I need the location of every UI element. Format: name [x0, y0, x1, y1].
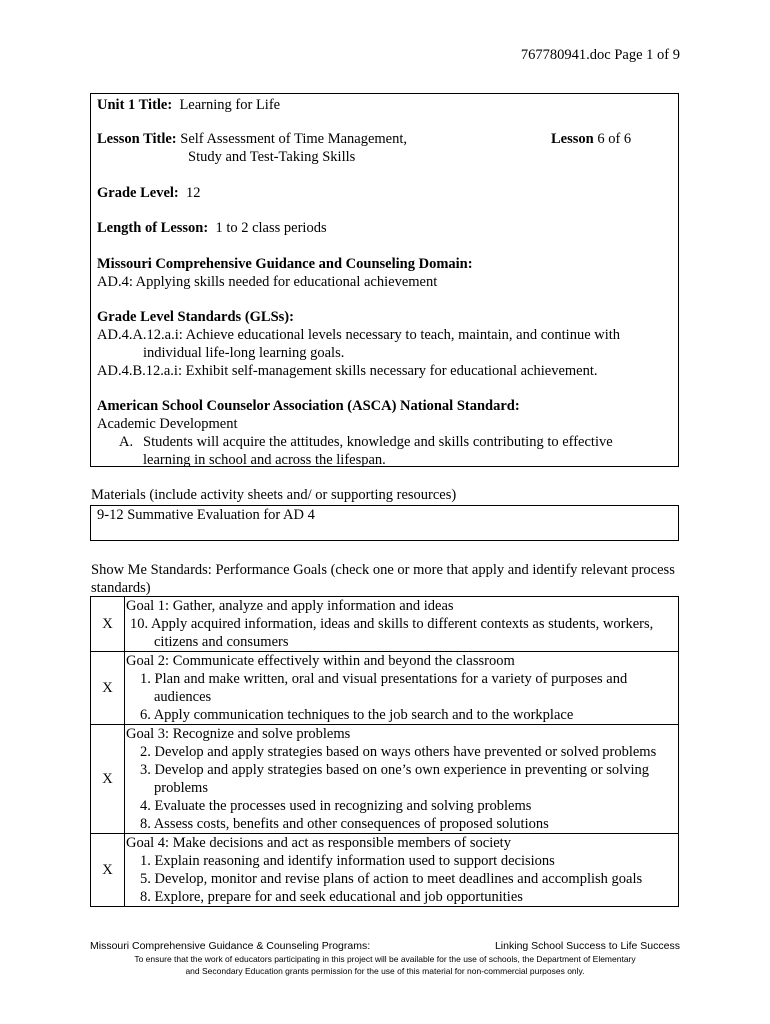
unit-title-label: Unit 1 Title:: [97, 97, 173, 113]
asca-item-a: Students will acquire the attitudes, knowledge and skills contributing to effective: [143, 434, 613, 450]
goal-3-item-3: 4. Evaluate the processes used in recognizing and solving problems: [140, 798, 532, 814]
goal-3-content: [125, 725, 679, 834]
document-id: 767780941.doc Page 1 of 9: [520, 47, 680, 63]
lesson-title-value-1: Self Assessment of Time Management,: [180, 131, 408, 147]
domain-label: Missouri Comprehensive Guidance and Counseling Domain:: [97, 256, 473, 272]
length-label: Length of Lesson:: [97, 220, 209, 236]
length-value: 1 to 2 class periods: [215, 220, 327, 236]
goal-1-check: X: [91, 597, 125, 652]
goal-3-item-2: 3. Develop and apply strategies based on one’s own experience in preventing or solving problems: [140, 762, 649, 796]
gle-label: Grade Level Standards (GLSs):: [97, 309, 294, 325]
unit-title-value: Learning for Life: [179, 97, 281, 113]
asca-item-b: learning in school and across the lifespan.: [143, 452, 386, 468]
goal-row-4: [91, 834, 679, 907]
goal-3-title: Goal 3: Recognize and solve problems: [126, 726, 351, 742]
show-me-intro: Show Me Standards: Performance Goals (check one or more that apply and identify relevant process standards): [91, 562, 675, 596]
show-me-goals-table: [90, 596, 679, 907]
footer-permission-note: [90, 953, 680, 977]
goal-3-check: X: [91, 725, 125, 834]
asca-item-letter: A.: [119, 434, 134, 450]
footer-tagline: Linking School Success to Life Success: [494, 940, 680, 952]
materials-value: 9-12 Summative Evaluation for AD 4: [97, 507, 315, 523]
goal-row-1: [91, 597, 679, 652]
lesson-number-row: [551, 130, 631, 148]
footer-note-line-1: To ensure that the work of educators participating in this project will be available for the use of schools, the Department of Elementary: [134, 954, 636, 964]
asca-area: Academic Development: [97, 416, 238, 432]
goal-row-2: [91, 652, 679, 725]
goal-4-item-2: 5. Develop, monitor and revise plans of action to meet deadlines and accomplish goals: [140, 871, 643, 887]
goal-1-content: [125, 597, 679, 652]
materials-box: [90, 505, 679, 541]
footer-program-name: Missouri Comprehensive Guidance & Counseling Programs:: [90, 940, 371, 952]
goal-1-title: Goal 1: Gather, analyze and apply information and ideas: [126, 598, 454, 614]
goal-3-item-1: 2. Develop and apply strategies based on ways others have prevented or solved problems: [140, 744, 657, 760]
domain-value: AD.4: Applying skills needed for educational achievement: [97, 274, 438, 290]
goal-2-item-1: 1. Plan and make written, oral and visual presentations for a variety of purposes and audiences: [140, 671, 628, 705]
lesson-number-label: Lesson: [551, 131, 594, 147]
length-row: [97, 219, 327, 237]
goal-2-title: Goal 2: Communicate effectively within and beyond the classroom: [126, 653, 515, 669]
goal-3-item-4: 8. Assess costs, benefits and other consequences of proposed solutions: [140, 816, 549, 832]
lesson-title-label: Lesson Title:: [97, 131, 177, 147]
materials-label: Materials (include activity sheets and/ or supporting resources): [91, 487, 457, 503]
gle-item-2: AD.4.B.12.a.i: Exhibit self-management skills necessary for educational achievement.: [97, 363, 598, 379]
goal-1-item-1: 10. Apply acquired information, ideas and skills to different contexts as students, workers, citizens and consumers: [130, 616, 654, 650]
goal-row-3: [91, 725, 679, 834]
goal-2-check: X: [91, 652, 125, 725]
grade-level-value: 12: [186, 185, 201, 201]
goal-4-item-3: 8. Explore, prepare for and seek educational and job opportunities: [140, 889, 523, 905]
asca-label: American School Counselor Association (ASCA) National Standard:: [97, 398, 520, 414]
goal-2-item-2: 6. Apply communication techniques to the job search and to the workplace: [140, 707, 574, 723]
lesson-title-value-2: Study and Test-Taking Skills: [188, 149, 356, 165]
grade-level-row: [97, 184, 201, 202]
lesson-number-value: 6 of 6: [597, 131, 632, 147]
lesson-title-row: [97, 130, 407, 148]
grade-level-label: Grade Level:: [97, 185, 179, 201]
lesson-info-box: [90, 93, 679, 467]
goal-2-content: [125, 652, 679, 725]
goal-4-title: Goal 4: Make decisions and act as responsible members of society: [126, 835, 511, 851]
unit-title-row: [97, 96, 280, 114]
footer-note-line-2: and Secondary Education grants permission for the use of this material for non-commercial purposes only.: [185, 966, 585, 976]
gle-item-1-cont: individual life-long learning goals.: [143, 345, 345, 361]
goal-4-content: [125, 834, 679, 907]
gle-item-1: AD.4.A.12.a.i: Achieve educational levels necessary to teach, maintain, and continue with: [97, 327, 621, 343]
goal-4-item-1: 1. Explain reasoning and identify information used to support decisions: [140, 853, 555, 869]
goal-4-check: X: [91, 834, 125, 907]
